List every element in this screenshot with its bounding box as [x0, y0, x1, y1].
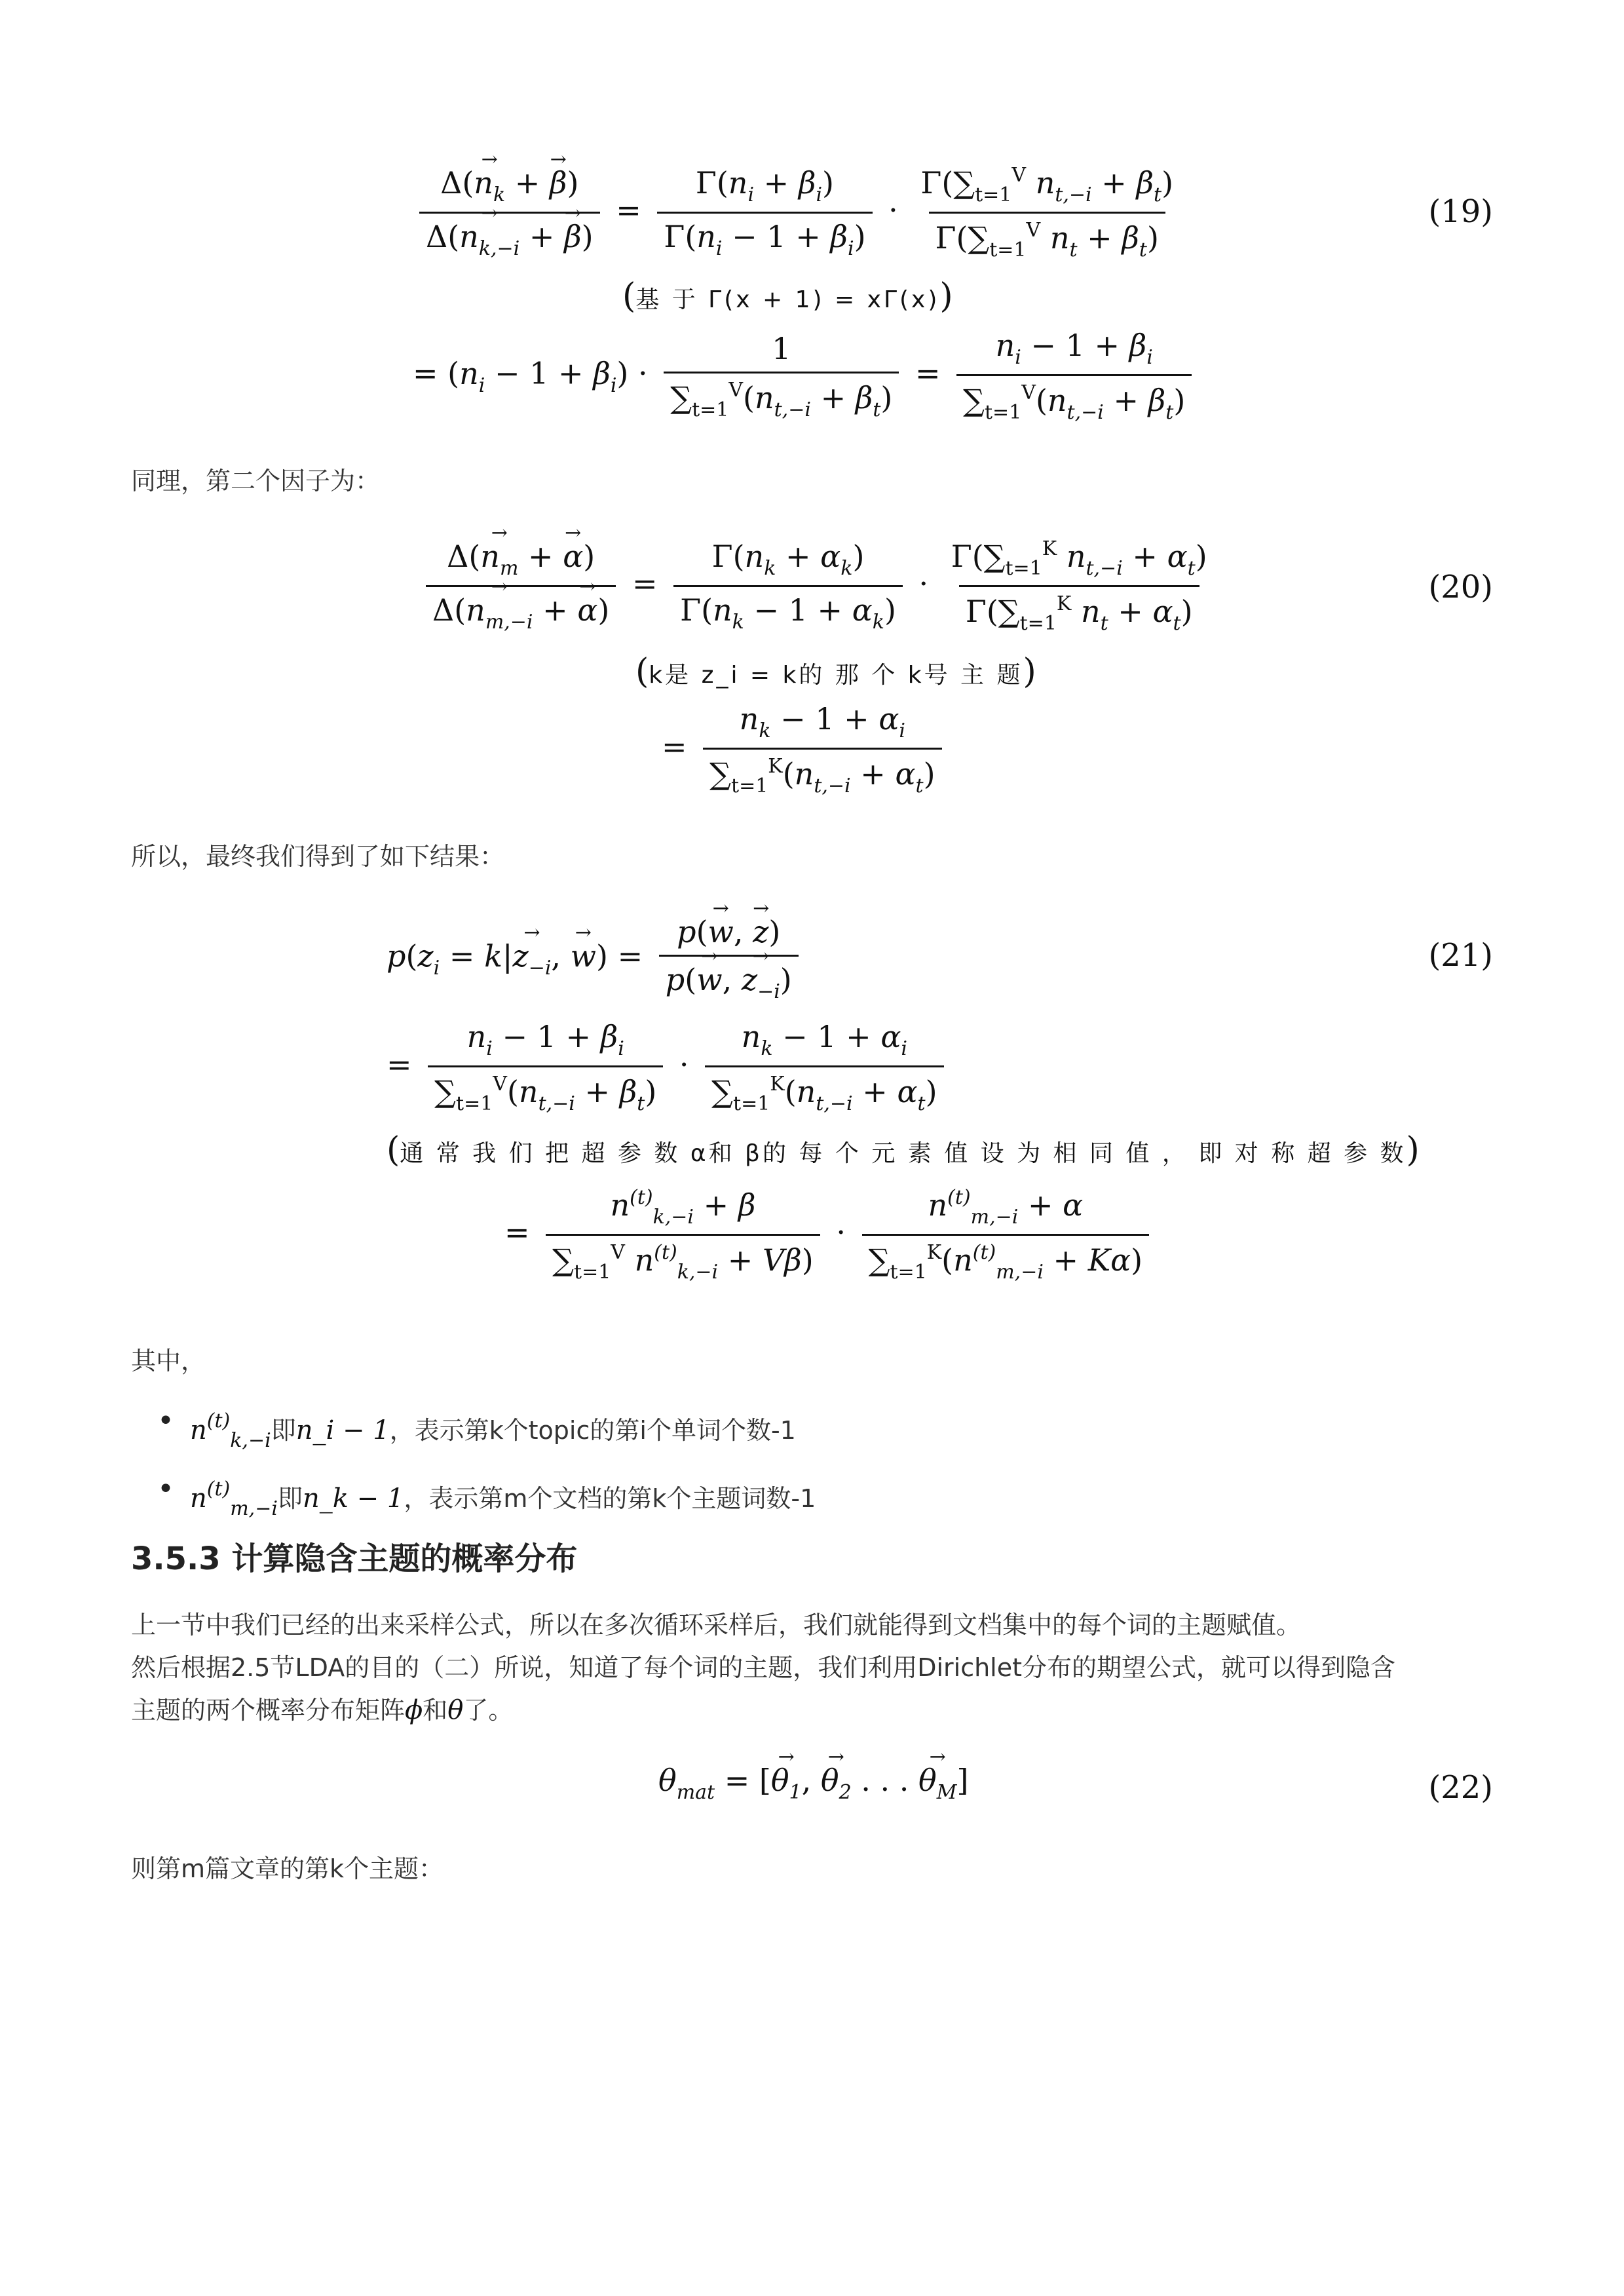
equation-19-note-text: 基 于 Γ(x + 1) = xΓ(x)	[635, 286, 940, 313]
equation-19-line1: $\frac{\Delta(\to n_k + \to \beta)}{\Delta(\to n_{k,-i} + \to \beta)}$ = $\frac{\Gamma(n_i + \beta_i)}{\Gamma(n_i - 1 + \beta_i)}$ · $\frac{\Gamma(\sum_{t=1}^V n_{t,-i} + \beta_t)}{\Gamma(\sum_{t=1}^V n_t + \beta_t)}$	[413, 164, 1186, 261]
equation-19-note: (基 于 Γ(x + 1) = xΓ(x))	[622, 277, 953, 316]
equation-21-line2: = $\frac{n_i - 1 + \beta_i}{\sum_{t=1}^V(n_{t,-i} + \beta_t)}$ · $\frac{n_k - 1 + \alpha_i}{\sum_{t=1}^K(n_{t,-i} + \alpha_t)}$	[387, 1019, 951, 1115]
definition-list	[144, 1397, 816, 1533]
where-text: 其中，	[131, 1347, 206, 1375]
last-line-text: 则第m篇文章的第k个主题：	[131, 1854, 444, 1883]
list-item: • $n^{(t)}_{m,-i}$即n_k − 1，表示第m个文档的第k个主题词数-1	[144, 1465, 816, 1533]
equation-20-line2: = $\frac{n_k - 1 + \alpha_i}{\sum_{t=1}^K(n_{t,-i} + \alpha_t)}$	[662, 701, 949, 797]
equation-21-note-text: 通 常 我 们 把 超 参 数 α和 β的 每 个 元 素 值 设 为 相 同 值 ， 即 对 称 超 参 数	[400, 1140, 1407, 1167]
equation-19-number: (19)	[1428, 193, 1493, 230]
paragraph-line-1: 上一节中我们已经的出来采样公式，所以在多次循环采样后，我们就能得到文档集中的每个词的主题赋值。	[131, 1611, 1302, 1639]
result-intro-text: 所以，最终我们得到了如下结果：	[131, 842, 505, 871]
same-logic-text: 同理，第二个因子为：	[131, 467, 381, 495]
equation-21-note: (通 常 我 们 把 超 参 数 α和 β的 每 个 元 素 值 设 为 相 同 值 ， 即 对 称 超 参 数)	[387, 1130, 1420, 1170]
equation-22: $\theta_{mat}$ = [→ $\theta_1$, → $\theta_2$ . . . → $\theta_M$]	[658, 1763, 968, 1804]
equation-21-line3: = $\frac{n^{(t)}_{k,-i} + \beta}{\sum_{t=1}^V n^{(t)}_{k,-i} + V\beta)}$ · $\frac{n^{(t)}_{m,-i} + \alpha}{\sum_{t=1}^K(n^{(t)}_{m,-i} + K\alpha)}$	[504, 1186, 1156, 1284]
equation-20-number: (20)	[1428, 569, 1493, 605]
equation-21-number: (21)	[1428, 937, 1493, 974]
equation-22-number: (22)	[1428, 1769, 1493, 1806]
section-heading: 3.5.3 计算隐含主题的概率分布	[131, 1540, 578, 1577]
paragraph-line-2: 然后根据2.5节LDA的目的（二）所说，知道了每个词的主题，我们利用Dirichlet分布的期望公式，就可以得到隐含	[131, 1653, 1396, 1682]
equation-20-note: (k是 z_i = k的 那 个 k号 主 题)	[635, 652, 1036, 691]
equation-20-line1: $\frac{\Delta(\to n_m + \to \alpha)}{\Delta(\to n_{m,-i} + \to \alpha)}$ = $\frac{\Gamma(n_k + \alpha_k)}{\Gamma(n_k - 1 + \alpha_k)}$ · $\frac{\Gamma(\sum_{t=1}^K n_{t,-i} + \alpha_t)}{\Gamma(\sum_{t=1}^K n_t + \alpha_t)}$	[419, 537, 1220, 635]
equation-19-line2: = $(n_i - 1 + \beta_i)$ · $\frac{1}{\sum_{t=1}^V(n_{t,-i} + \beta_t)}$ = $\frac{n_i - 1 + \beta_i}{\sum_{t=1}^V(n_{t,-i} + \beta_t)}$	[413, 328, 1198, 424]
paragraph-line-3: 主题的两个概率分布矩阵ϕ和θ了。	[131, 1695, 514, 1725]
equation-21-line1: $p(z_i = k|\to z_{-i}$, → w) = $\frac{p(\to w, \to z)}{p(\to w, \to z_{-i})}$	[387, 914, 805, 1003]
list-item: • $n^{(t)}_{k,-i}$即n_i − 1，表示第k个topic的第i个单词个数-1	[144, 1397, 816, 1465]
equation-20-note-text: k是 z_i = k的 那 个 k号 主 题	[649, 662, 1023, 689]
